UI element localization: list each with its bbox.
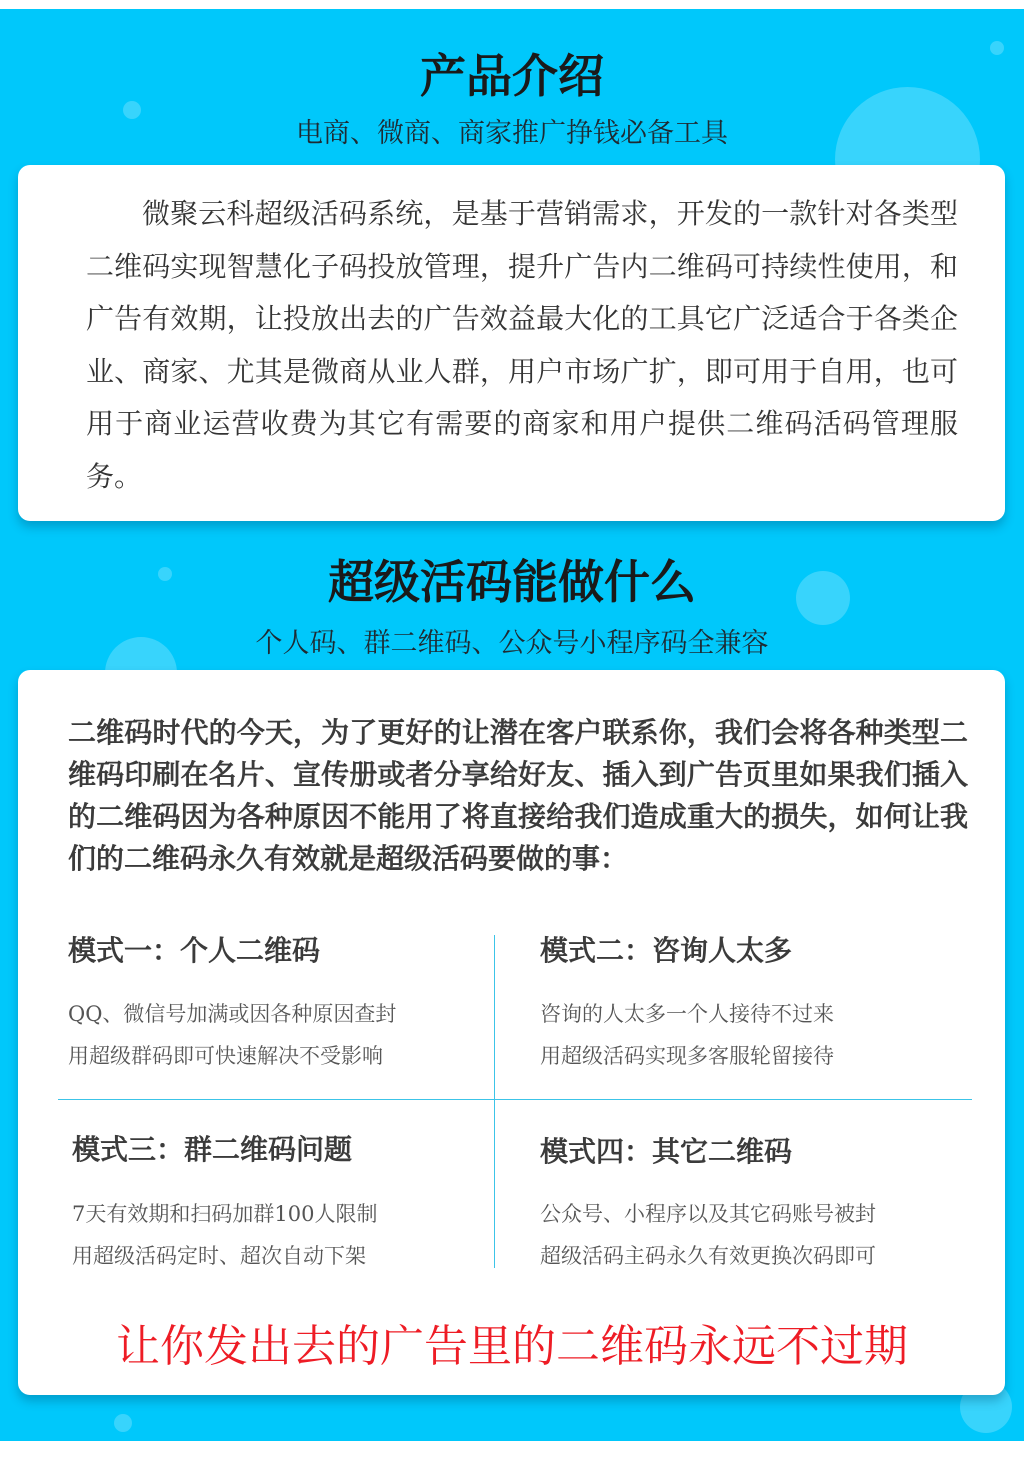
mode-grid-horizontal-divider: [58, 1099, 972, 1100]
mode-2-title: 模式二：咨询人太多: [540, 934, 793, 967]
product-intro-text: 微聚云科超级活码系统，是基于营销需求，开发的一款针对各类型二维码实现智慧化子码投放管理，提升广告内二维码可持续性使用，和广告有效期，让投放出去的广告效益最大化的工具它广泛适合于各类企业、商家、尤其是微商从业人群，用户市场广扩，即可用于自用，也可用于商业运营收费为其它有需要的商家和用户提供二维码活码管理服务。: [86, 197, 958, 493]
mode-4-line-1: 公众号、小程序以及其它码账号被封: [540, 1202, 876, 1226]
mode-2-line-1: 咨询的人太多一个人接待不过来: [540, 1002, 834, 1026]
mode-1-line-2: 用超级群码即可快速解决不受影响: [68, 1044, 383, 1068]
mode-3-title: 模式三：群二维码问题: [72, 1133, 353, 1166]
features-subtitle: 个人码、群二维码、公众号小程序码全兼容: [255, 628, 769, 659]
features-title: 超级活码能做什么: [328, 555, 696, 609]
decor-bubble: [114, 1414, 132, 1432]
mode-grid-vertical-divider: [494, 935, 495, 1268]
mode-1-title: 模式一：个人二维码: [68, 934, 321, 967]
features-intro-text: 二维码时代的今天，为了更好的让潜在客户联系你，我们会将各种类型二维码印刷在名片、宣传册或者分享给好友、插入到广告页里如果我们插入的二维码因为各种原因不能用了将直接给我们造成重大的损失，如何让我们的二维码永久有效就是超级活码要做的事：: [68, 716, 968, 875]
mode-4-line-2: 超级活码主码永久有效更换次码即可: [540, 1244, 876, 1268]
mode-4-title: 模式四：其它二维码: [540, 1135, 793, 1168]
product-intro-subtitle: 电商、微商、商家推广挣钱必备工具: [296, 118, 728, 149]
mode-1-line-1: QQ、微信号加满或因各种原因查封: [68, 1002, 397, 1026]
mode-3-line-2: 用超级活码定时、超次自动下架: [72, 1244, 366, 1268]
mode-2-line-2: 用超级活码实现多客服轮留接待: [540, 1044, 834, 1068]
slogan-banner: 让你发出去的广告里的二维码永远不过期: [116, 1321, 908, 1372]
mode-3-line-1: 7天有效期和扫码加群100人限制: [72, 1202, 378, 1226]
product-intro-title: 产品介绍: [420, 49, 604, 103]
